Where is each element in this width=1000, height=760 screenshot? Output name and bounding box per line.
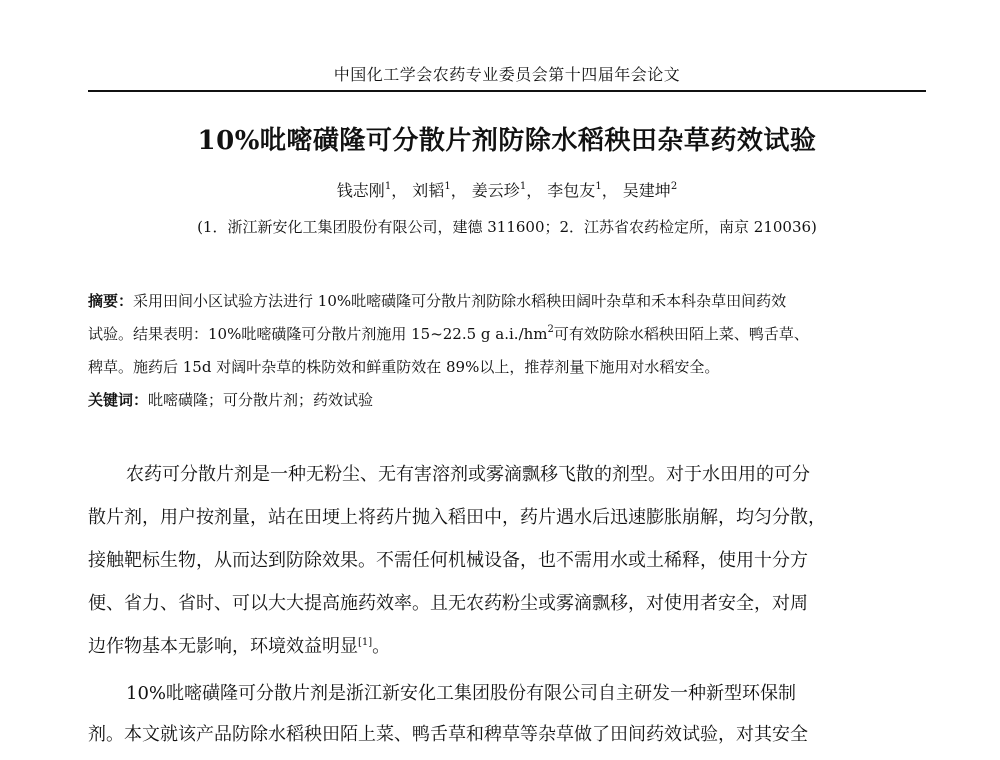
unit-superscript: 2 (547, 324, 554, 335)
body-line: 便、省力、省时、可以大大提高施药效率。且无农药粉尘或雾滴飘移，对使用者安全，对周 (88, 593, 808, 614)
author-list (88, 178, 926, 201)
keywords-label: 关键词： (88, 391, 149, 409)
author-name: 刘韬 (412, 181, 445, 200)
abstract-line (88, 290, 926, 311)
keywords-line (88, 389, 926, 410)
body-text: 边作物基本无影响，环境效益明显 (88, 636, 358, 657)
abstract-text: 稗草。施药后 15d 对阔叶杂草的株防效和鲜重防效在 89%以上，推荐剂量下施用对水稻安全。 (88, 358, 720, 376)
body-line: 接触靶标生物，从而达到防除效果。不需任何机械设备，也不需用水或土稀释，使用十分方 (88, 550, 808, 571)
author-separator: ， (391, 181, 408, 200)
header-rule (88, 90, 926, 92)
keywords-text: 吡嘧磺隆；可分散片剂；药效试验 (148, 391, 374, 409)
abstract-text: 可有效防除水稻秧田陌上菜、鸭舌草、 (553, 325, 809, 343)
body-line: 剂。本文就该产品防除水稻秧田陌上菜、鸭舌草和稗草等杂草做了田间药效试验，对其安全 (88, 724, 808, 745)
author-affiliation-mark: 1 (519, 181, 527, 192)
body-line: 农药可分散片剂是一种无粉尘、无有害溶剂或雾滴飘移飞散的剂型。对于水田用的可分 (126, 464, 810, 485)
abstract-text: 采用田间小区试验方法进行 10%吡嘧磺隆可分散片剂防除水稻秧田阔叶杂草和禾本科杂草田间药效 (133, 292, 787, 310)
affiliations: (1．浙江新安化工集团股份有限公司，建德 311600；2．江苏省农药检定所，南京 210036) (197, 218, 817, 236)
author-separator: ， (450, 181, 467, 200)
paper-title: 10%吡嘧磺隆可分散片剂防除水稻秧田杂草药效试验 (197, 126, 817, 156)
abstract-line (88, 356, 926, 377)
author-affiliation-mark: 2 (670, 181, 678, 192)
body-text: 。 (372, 636, 391, 657)
author-name: 姜云珍 (471, 181, 520, 200)
author-name: 吴建坤 (622, 181, 671, 200)
body-line: 10%吡嘧磺隆可分散片剂是浙江新安化工集团股份有限公司自主研发一种新型环保制 (126, 683, 797, 704)
abstract-line (88, 323, 926, 344)
author-separator: ， (601, 181, 618, 200)
author-affiliation-mark: 1 (595, 181, 602, 192)
author-name: 钱志刚 (336, 181, 385, 200)
author-name: 李包友 (547, 181, 596, 200)
abstract-text: 试验。结果表明：10%吡嘧磺隆可分散片剂施用 15~22.5 g a.i./hm (88, 325, 548, 343)
citation-ref: [1] (358, 637, 373, 648)
author-affiliation-mark: 1 (444, 181, 451, 192)
author-separator: ， (526, 181, 543, 200)
author-affiliation-mark: 1 (384, 181, 392, 192)
abstract-label: 摘要： (88, 292, 134, 310)
running-header: 中国化工学会农药专业委员会第十四届年会论文 (333, 65, 681, 84)
body-line: 散片剂，用户按剂量，站在田埂上将药片抛入稻田中，药片遇水后迅速膨胀崩解，均匀分散， (88, 507, 826, 528)
body-line (88, 632, 926, 658)
